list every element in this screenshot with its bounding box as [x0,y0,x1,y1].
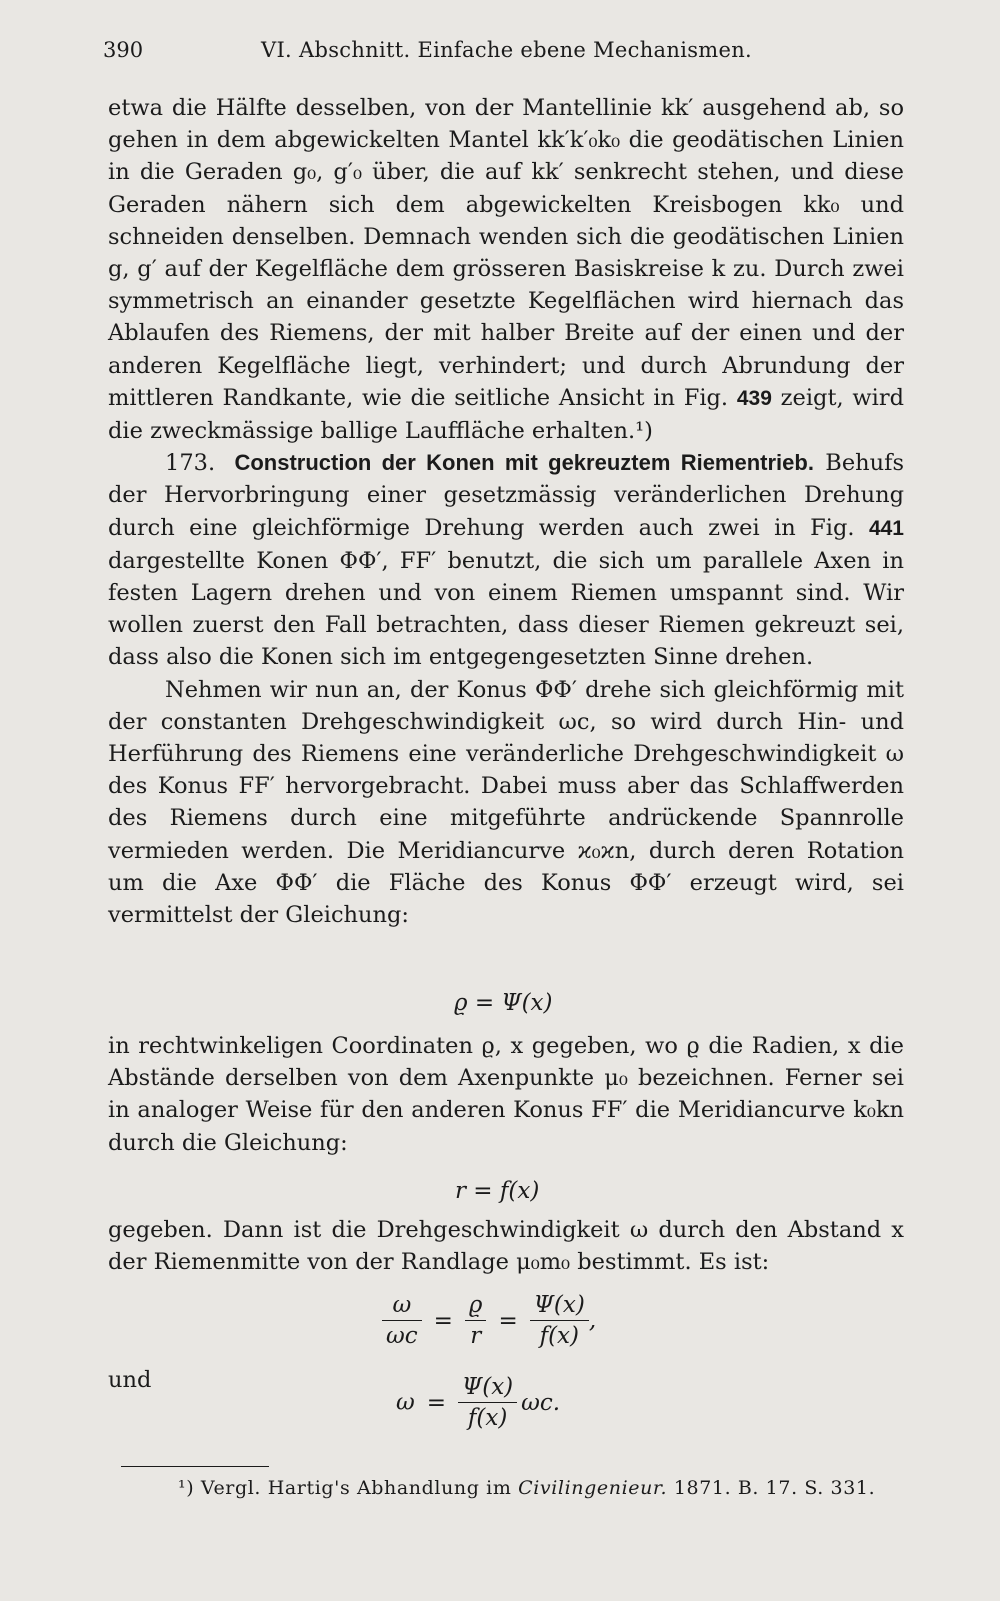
equation-ratio: $\frac{\omega}{\omega c}$ = $\frac{ϱ}{r}$ = $\frac{\Psi(x)}{f(x)}$ , [382,1292,596,1349]
paragraph-1-tail: zeigt, wird die zweckmässige ballige Lauffläche erhalten.¹) [108,384,905,445]
fraction-function-ratio: $\frac{\Psi(x)}{f(x)}$ [530,1292,589,1349]
footnote-journal: Civilingenieur. [518,1477,668,1499]
footnote-text-b: 1871. B. 17. S. 331. [673,1477,876,1499]
footnote [178,1477,875,1499]
equation-rho: ϱ = Ψ(x) [454,990,553,1016]
paragraph-1-text: etwa die Hälfte desselben, von der Mantellinie kk′ ausgehend ab, so gehen in dem abgewickelten Mantel kk′k′₀k₀ die geodätischen Linien in die Geraden g₀, g′₀ über, die auf kk′ senkrecht stehen, und diese Geraden nähern sich dem abgewickelten Kreisbogen kk₀ und schneiden denselben. Demnach wenden sich die geodätischen Linien g, g′ auf der Kegelfläche dem grösseren Basiskreise k zu. Durch zwei symmetrisch an einander gesetzte Kegelflächen wird hiernach das Ablaufen des Riemens, der mit halber Breite auf der einen und der anderen Kegelfläche liegt, verhindert; und durch Abrundung der mittleren Randkante, wie die seitliche Ansicht in [108,95,904,411]
paragraph-2-text-a: Behufs der Hervorbringung einer gesetzmässig veränderlichen Drehung durch eine gleichförmige Drehung werden auch zwei in Fig. [108,450,904,541]
fraction-omega-ratio: $\frac{\omega}{\omega c}$ [382,1292,422,1349]
section-title: Construction der Konen mit gekreuztem Riementrieb. [234,450,814,476]
running-title: VI. Abschnitt. Einfache ebene Mechanismen. [261,38,753,62]
paragraph-5: gegeben. Dann ist die Drehgeschwindigkeit ω durch den Abstand x der Riemenmitte von der Randlage μ₀m₀ bestimmt. Es ist: [108,1217,904,1276]
figure-ref-439: 439 [736,386,772,410]
paragraph-1 [108,92,904,447]
equation-omega: ω = $\frac{\Psi(x)}{f(x)}$ ωc. [396,1374,561,1431]
footnote-text-a: Vergl. Hartig's Abhandlung im [200,1477,512,1499]
equation-r: r = f(x) [455,1178,540,1204]
fraction-omega: $\frac{\Psi(x)}{f(x)}$ [458,1374,517,1431]
und-label: und [108,1367,152,1393]
figure-ref-441: 441 [868,516,904,540]
footnote-mark: ¹) [178,1477,195,1499]
page-number: 390 [103,38,144,62]
section-number: 173. [165,450,216,477]
fig-label: Fig. [683,384,729,411]
paragraph-4: in rechtwinkeligen Coordinaten ϱ, x gegeben, wo ϱ die Radien, x die Abstände derselben von dem Axenpunkte μ₀ bezeichnen. Ferner sei in analoger Weise für den anderen Konus FF′ die Meridiancurve k₀kn durch die Gleichung: [108,1033,904,1156]
main-text-lower [108,1214,904,1278]
footnote-rule [121,1466,269,1467]
paragraph-3: Nehmen wir nun an, der Konus ΦΦ′ drehe sich gleichförmig mit der constanten Drehgeschwindigkeit ωc, so wird durch Hin- und Herführung des Riemens eine veränderliche Drehgeschwindigkeit ω des Konus FF′ hervorgebracht. Dabei muss aber das Schlaffwerden des Riemens durch eine mitgeführte andrückende Spannrolle vermieden werden. Die Meridiancurve ϰ₀ϰn, durch deren Rotation um die Axe ΦΦ′ die Fläche des Konus ΦΦ′ erzeugt wird, sei vermittelst der Gleichung: [108,676,904,929]
paragraph-2-text-b: dargestellte Konen ΦΦ′, FF′ benutzt, die sich um parallele Axen in festen Lagern drehen und von einem Riemen umspannt sind. Wir wollen zuerst den Fall betrachten, dass dieser Riemen gekreuzt sei, dass also die Konen sich im entgegengesetzten Sinne drehen. [108,547,904,671]
fraction-radius-ratio: $\frac{ϱ}{r}$ [465,1292,487,1349]
paragraph-2 [108,447,904,673]
main-text-middle [108,1030,904,1159]
main-text-upper [108,92,904,931]
